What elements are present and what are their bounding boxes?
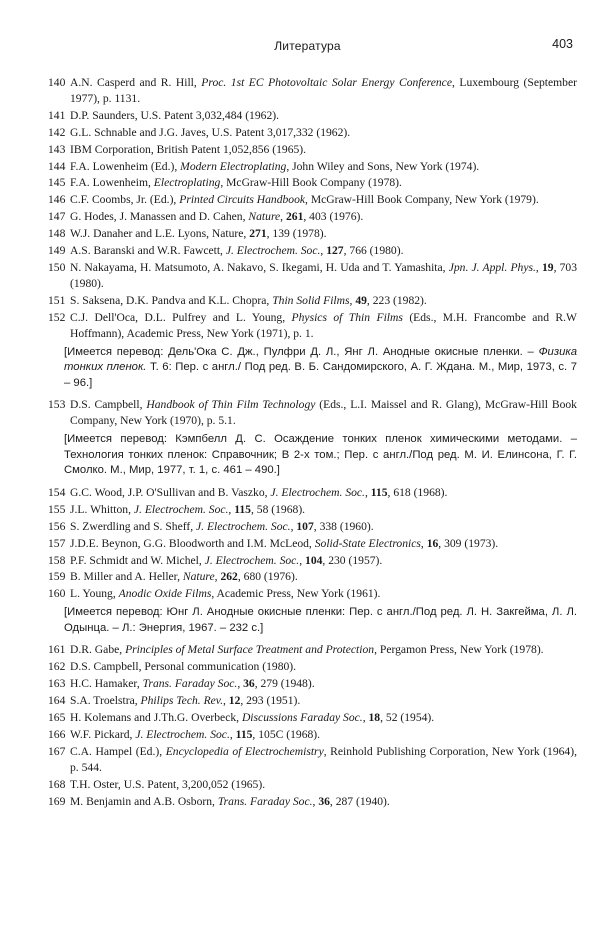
reference-text: [70, 693, 577, 709]
reference-text: [70, 586, 577, 602]
reference-number: 162: [48, 660, 66, 674]
reference-segment: , 230 (1957).: [322, 553, 383, 567]
reference-segment: ,: [362, 711, 369, 725]
reference-volume: 127: [326, 244, 344, 258]
reference-number: 166: [48, 727, 66, 741]
reference-text: [70, 536, 577, 552]
reference-segment: , McGraw-Hill Book Company, New York (1979).: [305, 193, 539, 207]
reference-volume: 261: [285, 210, 304, 224]
reference-title: J. Electrochem. Soc.: [196, 519, 291, 533]
reference-text: [70, 777, 577, 793]
reference-segment: C.F. Coombs, Jr. (Ed.),: [70, 193, 180, 207]
translation-segment: [Имеется перевод: Кэмпбелл Д. С. Осаждение тонких пленок химическими методами. – Технология тонких пленок: Справочник; В 2-х том.; Пер. с англ./Под ред. М. И. Елинсона, Г. Г. Смолко. М., Мир, 1977, т. 1, с. 461 – 490.]: [64, 433, 577, 477]
reference-segment: M. Benjamin and A.B. Osborn,: [70, 794, 218, 808]
reference-segment: , 105C (1968).: [252, 727, 321, 741]
reference-segment: S. Saksena, D.K. Pandva and K.L. Chopra,: [70, 293, 273, 307]
reference-segment: , John Wiley and Sons, New York (1974).: [286, 159, 480, 173]
reference-title: Proc. 1st EC Photovoltaic Solar Energy Conference: [201, 76, 452, 89]
reference-text: [70, 159, 577, 175]
reference-text: [70, 142, 577, 158]
reference-text: [70, 659, 577, 675]
reference-number: 145: [48, 176, 66, 190]
reference-segment: , Pergamon Press, New York (1978).: [374, 643, 544, 657]
reference-segment: A.S. Baranski and W.R. Fawcett,: [70, 244, 226, 258]
reference-segment: (Eds., L.I. Maissel and R. Glang), McGraw-Hill Book Company, New York (1970), p. 5.1.: [70, 398, 577, 428]
reference-number: 159: [48, 570, 66, 584]
reference-number: 140: [48, 76, 66, 89]
reference-segment: ,: [229, 727, 236, 741]
reference-segment: ,: [237, 677, 244, 691]
reference-number: 147: [48, 210, 66, 224]
reference-text: [70, 569, 577, 585]
reference-segment: N. Nakayama, H. Matsumoto, A. Nakavo, S. Ikegami, H. Uda and T. Yamashita,: [70, 260, 449, 274]
reference-segment: G. Hodes, J. Manassen and D. Cahen,: [70, 210, 249, 224]
reference-item: [40, 777, 577, 793]
reference-title: Jpn. J. Appl. Phys.: [448, 260, 536, 274]
reference-number: 158: [48, 553, 66, 567]
reference-volume: 19: [541, 260, 554, 274]
reference-segment: , 680 (1976).: [237, 570, 298, 584]
running-title: Литература: [274, 39, 341, 53]
reference-segment: , McGraw-Hill Book Company (1978).: [220, 176, 402, 190]
reference-segment: , Reinhold Publishing Corporation, New York (1964), p. 544.: [70, 744, 577, 774]
reference-segment: C.A. Hampel (Ed.),: [70, 744, 166, 758]
reference-text: [70, 727, 577, 743]
reference-segment: G.L. Schnable and J.G. Javes, U.S. Patent 3,017,332 (1962).: [70, 125, 351, 139]
reference-segment: , 703 (1980).: [70, 260, 578, 290]
reference-title: Trans. Faraday Soc.: [142, 677, 238, 691]
reference-text: [70, 642, 577, 658]
reference-item: [40, 642, 577, 658]
reference-segment: , 309 (1973).: [438, 536, 499, 550]
reference-segment: , 618 (1968).: [387, 485, 448, 499]
reference-title: Philips Tech. Rev.: [140, 694, 223, 708]
reference-title: J. Electrochem. Soc.: [133, 502, 229, 516]
reference-segment: P.F. Schmidt and W. Michel,: [70, 553, 205, 567]
reference-segment: , Luxembourg (September 1977), p. 1131.: [70, 76, 577, 105]
reference-segment: , 287 (1940).: [329, 794, 390, 808]
reference-item: [40, 175, 577, 191]
reference-title: Handbook of Thin Film Technology: [146, 398, 316, 412]
reference-item: [40, 502, 577, 518]
reference-item: [40, 243, 577, 259]
reference-number: 163: [48, 677, 66, 691]
reference-segment: C.J. Dell'Oca, D.L. Pulfrey and L. Young,: [70, 310, 292, 324]
reference-segment: , Academic Press, New York (1961).: [211, 587, 381, 601]
reference-text: [70, 553, 577, 569]
reference-item: [40, 75, 577, 107]
reference-segment: D.R. Gabe,: [70, 643, 126, 657]
translation-note: [64, 345, 577, 392]
reference-number: 156: [48, 519, 66, 533]
reference-segment: D.S. Campbell, Personal communication (1980).: [70, 660, 297, 674]
reference-number: 165: [48, 711, 66, 725]
reference-text: [70, 260, 577, 292]
reference-segment: J.L. Whitton,: [70, 502, 134, 516]
reference-segment: D.S. Campbell,: [70, 398, 147, 412]
reference-segment: , 279 (1948).: [254, 677, 315, 691]
translation-note: [64, 432, 577, 479]
reference-segment: IBM Corporation, British Patent 1,052,856 (1965).: [70, 142, 307, 156]
reference-segment: , 766 (1980).: [343, 244, 404, 258]
reference-segment: , 139 (1978).: [266, 227, 327, 241]
reference-item: [40, 586, 577, 602]
reference-title: J. Electrochem. Soc.: [204, 553, 300, 567]
reference-segment: ,: [320, 244, 327, 258]
reference-title: Electroplating: [153, 176, 221, 190]
reference-item: [40, 659, 577, 675]
reference-segment: , 58 (1968).: [250, 502, 306, 516]
page-number: 403: [552, 37, 573, 51]
reference-segment: W.J. Danaher and L.E. Lyons, Nature,: [70, 227, 250, 241]
translation-segment: [Имеется перевод: Юнг Л. Анодные окисные пленки: Пер. с англ./Под ред. Л. Н. Закгейма, Л. Л. Одынца. – Л.: Энергия, 1967. – 232 с.]: [64, 606, 577, 634]
reference-volume: 107: [296, 519, 314, 533]
reference-item: [40, 693, 577, 709]
reference-segment: J.D.E. Beynon, G.G. Bloodworth and I.M. McLeod,: [70, 536, 315, 550]
reference-item: [40, 794, 577, 810]
reference-segment: , 293 (1951).: [240, 694, 301, 708]
reference-volume: 115: [234, 502, 251, 516]
reference-text: [70, 226, 577, 242]
reference-text: [70, 502, 577, 518]
reference-title: Nature: [248, 210, 281, 224]
reference-segment: A.N. Casperd and R. Hill,: [70, 76, 202, 89]
reference-item: [40, 536, 577, 552]
reference-title: Nature: [182, 570, 215, 584]
reference-number: 146: [48, 193, 66, 207]
reference-number: 164: [48, 694, 66, 708]
reference-number: 149: [48, 244, 66, 258]
reference-number: 148: [48, 227, 66, 241]
reference-number: 155: [48, 502, 66, 516]
reference-segment: ,: [290, 519, 297, 533]
reference-number: 167: [48, 744, 66, 758]
reference-volume: 16: [426, 536, 439, 550]
reference-text: [70, 519, 577, 535]
reference-volume: 36: [243, 677, 255, 691]
reference-segment: , 338 (1960).: [313, 519, 374, 533]
reference-title: Modern Electroplating: [180, 159, 287, 173]
reference-number: 152: [48, 310, 66, 324]
reference-segment: T.H. Oster, U.S. Patent, 3,200,052 (1965).: [70, 777, 266, 791]
reference-title: Discussions Faraday Soc.: [241, 711, 363, 725]
reference-title: Printed Circuits Handbook: [179, 193, 306, 207]
reference-segment: F.A. Lowenheim (Ed.),: [70, 159, 181, 173]
reference-title: Principles of Metal Surface Treatment and Protection: [125, 643, 375, 657]
reference-item: [40, 260, 577, 292]
translation-segment: [Имеется перевод: Дель'Ока С. Дж., Пулфри Д. Л., Янг Л. Анодные окисные пленки. –: [64, 345, 539, 358]
reference-item: [40, 710, 577, 726]
reference-number: 141: [48, 108, 66, 122]
reference-title: J. Electrochem. Soc.: [270, 485, 365, 499]
reference-text: [70, 192, 577, 208]
reference-item: [40, 125, 577, 141]
reference-item: [40, 108, 577, 124]
reference-item: [40, 519, 577, 535]
reference-segment: ,: [299, 553, 306, 567]
reference-title: Encyclopedia of Electrochemistry: [165, 744, 324, 758]
reference-number: 160: [48, 587, 66, 601]
reference-text: [70, 175, 577, 191]
reference-text: [70, 310, 577, 342]
reference-text: [70, 794, 577, 810]
translation-segment: Физика тонких пленок.: [64, 345, 577, 374]
reference-segment: D.P. Saunders, U.S. Patent 3,032,484 (1962).: [70, 108, 280, 122]
reference-item: [40, 727, 577, 743]
reference-item: [40, 397, 577, 429]
reference-number: 150: [48, 260, 66, 274]
reference-segment: , 52 (1954).: [380, 711, 435, 725]
reference-title: Physics of Thin Films: [291, 310, 403, 324]
reference-item: [40, 159, 577, 175]
reference-volume: 271: [249, 227, 267, 241]
reference-item: [40, 142, 577, 158]
reference-segment: ,: [535, 260, 542, 274]
reference-item: [40, 485, 577, 501]
reference-text: [70, 293, 577, 309]
reference-item: [40, 310, 577, 342]
reference-text: [70, 397, 577, 429]
reference-number: 142: [48, 125, 66, 139]
reference-text: [70, 108, 577, 124]
translation-note: [64, 605, 577, 636]
reference-segment: H.C. Hamaker,: [70, 677, 143, 691]
reference-title: J. Electrochem. Soc.: [135, 727, 230, 741]
reference-segment: ,: [214, 570, 221, 584]
reference-title: Trans. Faraday Soc.: [217, 794, 313, 808]
reference-number: 144: [48, 159, 66, 173]
reference-volume: 18: [368, 711, 381, 725]
reference-segment: ,: [420, 536, 427, 550]
reference-segment: G.C. Wood, J.P. O'Sullivan and B. Vaszko,: [70, 485, 271, 499]
reference-segment: , 403 (1976).: [303, 210, 364, 224]
reference-item: [40, 676, 577, 692]
reference-number: 161: [48, 643, 66, 657]
reference-item: [40, 192, 577, 208]
reference-volume: 115: [370, 485, 388, 499]
translation-segment: Т. 6: Пер. с англ./ Под ред. В. Б. Сандомирского, А. Г. Ждана. М., Мир, 1973, с. 7 – 96.]: [64, 361, 578, 389]
reference-volume: 49: [355, 293, 367, 307]
reference-segment: ,: [364, 485, 371, 499]
reference-item: [40, 293, 577, 309]
reference-number: 168: [48, 777, 66, 791]
reference-segment: S. Zwerdling and S. Sheff,: [70, 519, 197, 533]
reference-segment: F.A. Lowenheim,: [70, 176, 154, 190]
reference-volume: 262: [220, 570, 238, 584]
reference-segment: H. Kolemans and J.Th.G. Overbeck,: [70, 711, 242, 725]
reference-title: J. Electrochem. Soc.: [225, 244, 321, 258]
reference-number: 143: [48, 142, 66, 156]
reference-number: 153: [48, 398, 66, 412]
reference-number: 169: [48, 794, 66, 808]
reference-volume: 36: [318, 794, 330, 808]
reference-item: [40, 209, 577, 225]
reference-segment: S.A. Troelstra,: [70, 694, 141, 708]
reference-segment: (Eds., M.H. Francombe and R.W Hoffmann), Academic Press, New York (1971), p. 1.: [70, 310, 577, 340]
reference-title: Solid-State Electronics: [314, 536, 421, 550]
reference-item: [40, 553, 577, 569]
reference-segment: ,: [349, 293, 356, 307]
reference-segment: W.F. Pickard,: [70, 727, 136, 741]
reference-text: [70, 209, 577, 225]
reference-text: [70, 710, 577, 726]
reference-number: 151: [48, 293, 66, 307]
reference-item: [40, 744, 577, 776]
reference-segment: B. Miller and A. Heller,: [70, 570, 183, 584]
reference-title: Thin Solid Films: [272, 293, 350, 307]
reference-text: [70, 243, 577, 259]
reference-segment: ,: [312, 794, 319, 808]
reference-item: [40, 569, 577, 585]
reference-segment: L. Young,: [70, 587, 119, 601]
reference-volume: 104: [305, 553, 323, 567]
reference-text: [70, 676, 577, 692]
reference-number: 154: [48, 485, 66, 499]
reference-title: Anodic Oxide Films: [118, 587, 212, 601]
reference-item: [40, 226, 577, 242]
reference-volume: 12: [228, 694, 241, 708]
reference-text: [70, 744, 577, 776]
reference-segment: ,: [228, 502, 235, 516]
reference-list: [40, 75, 577, 810]
reference-text: [70, 75, 577, 107]
reference-segment: ,: [222, 694, 229, 708]
reference-volume: 115: [235, 727, 253, 741]
reference-number: 157: [48, 536, 66, 550]
reference-text: [70, 125, 577, 141]
reference-segment: ,: [280, 210, 286, 224]
reference-segment: , 223 (1982).: [366, 293, 427, 307]
reference-text: [70, 485, 577, 501]
